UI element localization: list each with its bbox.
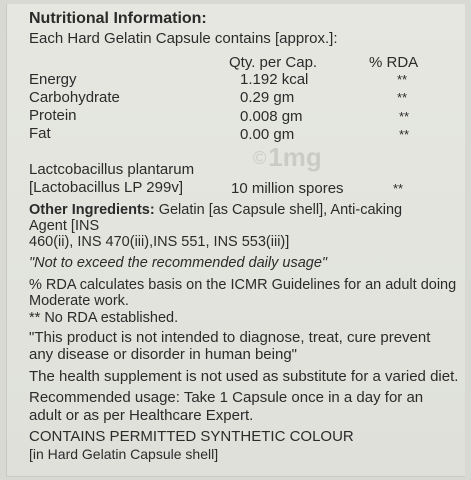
rda-column-header: % RDA (369, 54, 419, 71)
rda-note-line1: % RDA calculates basis on the ICMR Guidelines for an adult doing (29, 277, 457, 293)
other-ingredients-label: Other Ingredients: (29, 202, 155, 218)
brand-watermark (253, 142, 322, 173)
usage-line1: Recommended usage: Take 1 Capsule once in a day for an (29, 389, 424, 406)
nutrient-name-energy: Energy (29, 71, 77, 88)
disclaimer-line2: any disease or disorder in human being" (29, 346, 297, 363)
nutrient-qty-energy: 1.192 kcal (240, 71, 309, 88)
capsule-intro: Each Hard Gelatin Capsule contains [approx.]: (29, 30, 338, 47)
rda-note-line2: Moderate work. (29, 293, 129, 309)
daily-usage-warning: "Not to exceed the recommended daily usage" (29, 255, 328, 271)
supplement-note: The health supplement is not used as substitute for a varied diet. (29, 368, 459, 385)
probiotic-strain: [Lactobacillus LP 299v] (29, 179, 183, 196)
nutrient-qty-fat: 0.00 gm (240, 126, 295, 143)
other-ingredients-text: Gelatin [as Capsule shell], Anti-caking (158, 202, 403, 218)
probiotic-name: Lactcobacillus plantarum (29, 161, 195, 178)
nutrient-rda-carbohydrate: ** (397, 90, 408, 105)
nutrient-name-fat: Fat (29, 125, 51, 142)
watermark-text: 1mg (268, 142, 322, 172)
nutrient-name-protein: Protein (29, 107, 77, 124)
other-ingredients-line2: Agent [INS (29, 218, 100, 234)
nutrient-qty-carbohydrate: 0.29 gm (240, 89, 295, 106)
nutrient-rda-protein: ** (399, 109, 410, 124)
nutrient-rda-fat: ** (399, 127, 410, 142)
label-panel (6, 4, 465, 477)
nutrient-name-carbohydrate: Carbohydrate (29, 89, 120, 106)
probiotic-qty: 10 million spores (231, 180, 344, 197)
other-ingredients-line3: 460(ii), INS 470(iii),INS 551, INS 553(iii)] (29, 234, 290, 250)
qty-column-header: Qty. per Cap. (229, 54, 318, 71)
nutrient-rda-energy: ** (397, 72, 408, 87)
disclaimer-line1: "This product is not intended to diagnose, treat, cure prevent (29, 329, 431, 346)
other-ingredients-line1 (29, 202, 402, 218)
probiotic-rda: ** (393, 181, 404, 196)
nutrition-heading: Nutritional Information: (29, 10, 207, 27)
no-rda-note: ** No RDA established. (29, 310, 179, 326)
usage-line2: adult or as per Healthcare Expert. (29, 407, 254, 424)
nutrient-qty-protein: 0.008 gm (240, 108, 303, 125)
colour-statement: CONTAINS PERMITTED SYNTHETIC COLOUR (29, 428, 354, 445)
copyright-icon: © (253, 148, 267, 168)
colour-statement-detail: [in Hard Gelatin Capsule shell] (29, 446, 219, 462)
